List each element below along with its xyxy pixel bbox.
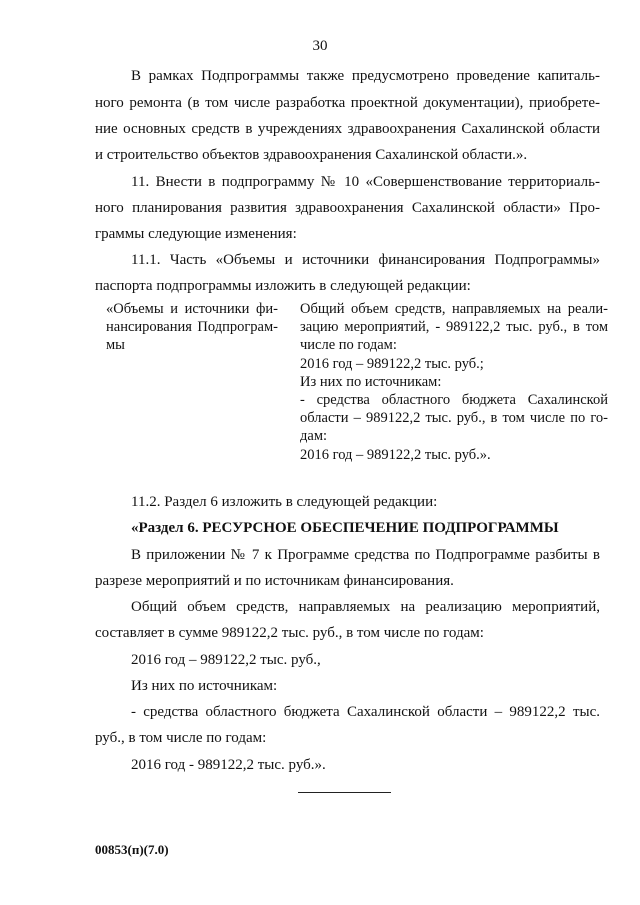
table-left-line: нансирования Подпрограм- [106,319,278,336]
table-right-line: числе по годам: [300,337,397,354]
table-left-line: мы [106,337,125,354]
table-right-line: области – 989122,2 тыс. руб., в том числе по го- [300,410,608,427]
table-right-column [300,300,608,464]
table-right-line: Общий объем средств, направляемых на реали- [300,301,608,317]
paragraph-line: 11. Внести в подпрограмму № 10 «Совершенствование территориаль- [131,174,600,190]
section-heading: «Раздел 6. РЕСУРСНОЕ ОБЕСПЕЧЕНИЕ ПОДПРОГРАММЫ [131,520,559,536]
paragraph-line: паспорта подпрограммы изложить в следующей редакции: [95,278,471,294]
table-right-line: 2016 год – 989122,2 тыс. руб.; [300,355,484,372]
table-left-column [106,300,278,355]
paragraph-line: 2016 год – 989122,2 тыс. руб., [131,652,321,668]
closing-rule [298,792,391,793]
table-right-line: - средства областного бюджета Сахалинской [300,391,608,408]
paragraph-line: 11.1. Часть «Объемы и источники финансирования Подпрограммы» [131,252,600,268]
paragraph-line: ние основных средств в учреждениях здравоохранения Сахалинской области [95,121,600,137]
page-number: 30 [312,38,328,54]
table-right-line: дам: [300,428,328,445]
table-right-line: 2016 год – 989122,2 тыс. руб.». [300,446,491,463]
paragraph-line: составляет в сумме 989122,2 тыс. руб., в том числе по годам: [95,625,484,641]
paragraph-line: - средства областного бюджета Сахалинской области – 989122,2 тыс. [131,704,600,720]
table-right-line: Из них по источникам: [300,373,442,390]
table-left-line: «Объемы и источники фи- [106,301,278,317]
footer-code: 00853(п)(7.0) [95,842,169,857]
paragraph-line: руб., в том числе по годам: [95,730,267,746]
paragraph-line: ного ремонта (в том числе разработка проектной документации), приобрете- [95,95,600,111]
paragraph-line: Общий объем средств, направляемых на реализацию мероприятий, [131,599,600,615]
paragraph-line: разрезе мероприятий и по источникам финансирования. [95,573,454,589]
paragraph-line: Из них по источникам: [131,678,278,694]
paragraph-line: 2016 год - 989122,2 тыс. руб.». [131,757,326,773]
paragraph-line: В рамках Подпрограммы также предусмотрено проведение капиталь- [131,68,600,84]
paragraph-line: граммы следующие изменения: [95,226,297,242]
table-right-line: зацию мероприятий, - 989122,2 тыс. руб., в том [300,319,608,336]
paragraph-line: В приложении № 7 к Программе средства по Подпрограмме разбиты в [131,547,600,563]
paragraph-line: 11.2. Раздел 6 изложить в следующей редакции: [131,494,438,510]
paragraph-line: ного планирования развития здравоохранения Сахалинской области» Про- [95,200,600,216]
paragraph-line: и строительство объектов здравоохранения Сахалинской области.». [95,147,528,163]
